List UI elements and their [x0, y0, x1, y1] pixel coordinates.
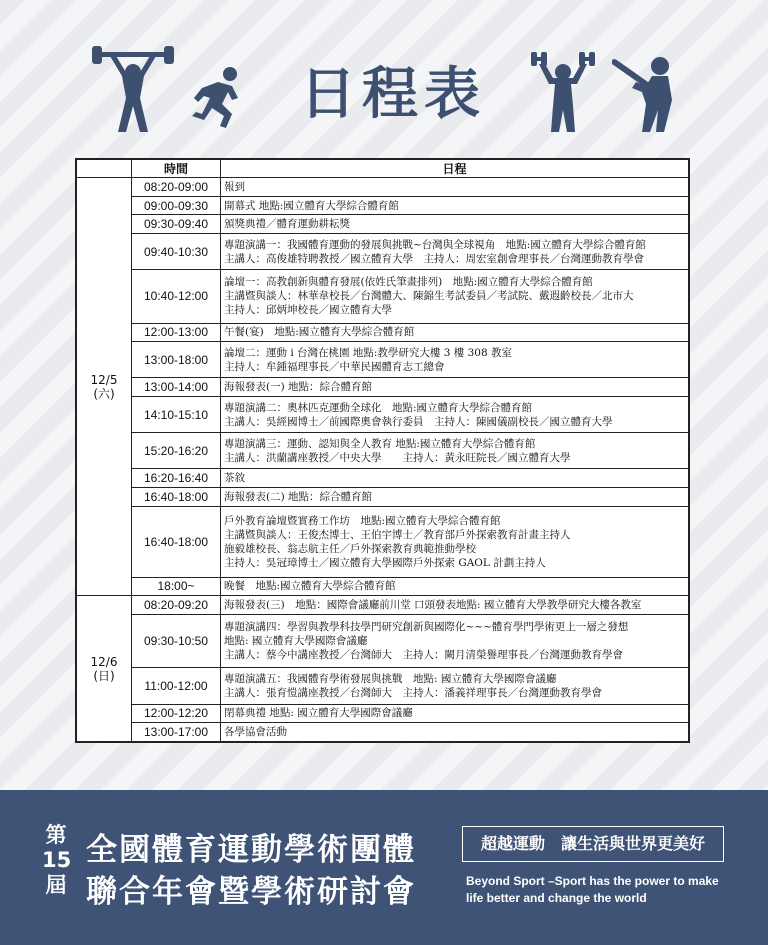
- event-line: 施毅雄校長、翁志航主任／戶外探索教育典範推動學校: [224, 542, 476, 555]
- event-cell: [221, 469, 689, 488]
- header-event: 日程: [221, 160, 689, 178]
- event-cell: [221, 668, 689, 704]
- event-line: 專題演講二：奧林匹克運動全球化 地點:國立體育大學綜合體育館: [224, 401, 533, 414]
- table-row: [77, 178, 689, 197]
- event-line: 茶敘: [224, 472, 245, 485]
- event-line: 各學協會活動: [224, 726, 287, 739]
- table-row: [77, 196, 689, 215]
- event-line: 主講暨與談人：王俊杰博士、王伯宇博士／教育部戶外探索教育計畫主持人: [224, 528, 571, 541]
- event-line: 主講人：蔡今中講座教授／台灣師大 主持人：闕月清榮譽理事長／台灣運動教育學會: [224, 649, 623, 662]
- event-line: 專題演講三：運動、認知與全人教育 地點:國立體育大學綜合體育館: [224, 437, 536, 450]
- runner-icon: [188, 66, 248, 132]
- time-cell: 09:30-09:40: [132, 215, 221, 234]
- time-cell: 12:00-13:00: [132, 323, 221, 342]
- event-line: 地點: 國立體育大學國際會議廳: [224, 635, 368, 648]
- table-row: [77, 323, 689, 342]
- table-row: [77, 342, 689, 378]
- batter-icon: [612, 52, 678, 134]
- conference-title-line2: 聯合年會暨學術研討會: [86, 874, 416, 910]
- event-cell: [221, 596, 689, 615]
- date-cell-day2: 12/6 (日): [77, 596, 132, 742]
- table-row: [77, 614, 689, 668]
- event-line: 專題演講五：我國體育學術發展與挑戰 地點: 國立體育大學國際會議廳: [224, 672, 557, 685]
- event-cell: [221, 234, 689, 270]
- table-header-row: [77, 160, 689, 178]
- dumbbell-lifter-icon: [531, 50, 595, 134]
- table-row: [77, 469, 689, 488]
- event-line: 主持人：邱炳坤校長／國立體育大學: [224, 304, 392, 317]
- time-cell: 15:20-16:20: [132, 433, 221, 469]
- event-line: 主講人：洪蘭講座教授／中央大學 主持人：黃永旺院長／國立體育大學: [224, 451, 571, 464]
- event-line: 海報發表(二) 地點：綜合體育館: [224, 490, 373, 503]
- event-line: 戶外教育論壇暨實務工作坊 地點:國立體育大學綜合體育館: [224, 514, 501, 527]
- table-row: [77, 487, 689, 506]
- event-cell: [221, 704, 689, 723]
- time-cell: 13:00-17:00: [132, 723, 221, 742]
- event-cell: [221, 506, 689, 577]
- table-row: [77, 433, 689, 469]
- event-cell: [221, 378, 689, 397]
- time-cell: 16:40-18:00: [132, 506, 221, 577]
- table-row: [77, 704, 689, 723]
- event-line: 海報發表(三) 地點：國際會議廳前川堂 口頭發表地點: 國立體育大學教學研究大樓各教室: [224, 599, 642, 612]
- time-cell: 10:40-12:00: [132, 270, 221, 324]
- page-header: [0, 0, 768, 150]
- event-line: 主持人：吳冠璋博士／國立體育大學國際戶外探索 GAOL 計劃主持人: [224, 556, 546, 569]
- event-cell: [221, 723, 689, 742]
- time-cell: 09:40-10:30: [132, 234, 221, 270]
- table-row: [77, 577, 689, 596]
- header-date-cell: [77, 160, 132, 178]
- date-cell-day1: 12/5 (六): [77, 178, 132, 596]
- event-line: 主講人：吳經國博士／前國際奧會執行委員 主持人：陳國儀副校長／國立體育大學: [224, 415, 613, 428]
- event-cell: [221, 397, 689, 433]
- time-cell: 14:10-15:10: [132, 397, 221, 433]
- event-cell: [221, 323, 689, 342]
- event-line: 開幕式 地點:國立體育大學綜合體育館: [224, 199, 399, 212]
- event-line: 主講暨與談人：林華韋校長／台灣體大、陳錦生考試委員／考試院、戴遐齡校長／北市大: [224, 290, 634, 303]
- event-line: 午餐(宴) 地點:國立體育大學綜合體育館: [224, 326, 415, 339]
- event-cell: [221, 614, 689, 668]
- event-cell: [221, 215, 689, 234]
- event-cell: [221, 487, 689, 506]
- table-row: [77, 397, 689, 433]
- table-row: [77, 270, 689, 324]
- event-cell: [221, 270, 689, 324]
- table-row: [77, 506, 689, 577]
- table-row: [77, 215, 689, 234]
- time-cell: 18:00~: [132, 577, 221, 596]
- header-time: 時間: [132, 160, 221, 178]
- time-cell: 13:00-14:00: [132, 378, 221, 397]
- event-cell: [221, 342, 689, 378]
- event-line: 專題演講一：我國體育運動的發展與挑戰~台灣與全球視角 地點:國立體育大學綜合體育館: [224, 238, 646, 251]
- event-line: 主講人：張育愷講座教授／台灣師大 主持人：潘義祥理事長／台灣運動教育學會: [224, 686, 602, 699]
- time-cell: 09:30-10:50: [132, 614, 221, 668]
- schedule-table: [75, 158, 690, 743]
- event-cell: [221, 433, 689, 469]
- time-cell: 08:20-09:00: [132, 178, 221, 197]
- time-cell: 16:20-16:40: [132, 469, 221, 488]
- event-line: 頒獎典禮／體育運動耕耘獎: [224, 218, 350, 231]
- event-line: 論壇二：運動 i 台灣在桃園 地點:教學研究大樓 3 樓 308 教室: [224, 346, 512, 359]
- english-slogan: [466, 873, 719, 907]
- english-slogan-line1: Beyond Sport –Sport has the power to make: [466, 874, 719, 888]
- time-cell: 09:00-09:30: [132, 196, 221, 215]
- english-slogan-line2: life better and change the world: [466, 891, 647, 905]
- event-line: 海報發表(一) 地點：綜合體育館: [224, 381, 373, 394]
- table-row: [77, 596, 689, 615]
- time-cell: 12:00-12:20: [132, 704, 221, 723]
- page-title: 日程表: [300, 62, 486, 127]
- event-line: 閉幕典禮 地點: 國立體育大學國際會議廳: [224, 707, 413, 720]
- event-line: 報到: [224, 180, 245, 193]
- event-cell: [221, 178, 689, 197]
- conference-title-line1: 全國體育運動學術團體: [86, 832, 416, 868]
- time-cell: 16:40-18:00: [132, 487, 221, 506]
- table-row: [77, 723, 689, 742]
- time-cell: 08:20-09:20: [132, 596, 221, 615]
- event-line: 專題演講四：學習與教學科技學門研究創新與國際化~~~體育學門學術更上一層之發想: [224, 621, 629, 634]
- slogan-box: 超越運動 讓生活與世界更美好: [462, 826, 724, 862]
- table-row: [77, 234, 689, 270]
- event-line: 晚餐 地點:國立體育大學綜合體育館: [224, 580, 396, 593]
- time-cell: 13:00-18:00: [132, 342, 221, 378]
- weightlifter-icon: [92, 46, 174, 134]
- event-line: 主講人：高俊雄特聘教授／國立體育大學 主持人：周宏室創會理事長／台灣運動教育學會: [224, 252, 644, 265]
- event-cell: [221, 196, 689, 215]
- event-line: 論壇一：高教創新與體育發展(依姓氏筆畫排列) 地點:國立體育大學綜合體育館: [224, 276, 593, 289]
- table-row: [77, 378, 689, 397]
- time-cell: 11:00-12:00: [132, 668, 221, 704]
- edition-label: 第 15 屆: [42, 823, 72, 897]
- event-cell: [221, 577, 689, 596]
- event-line: 主持人：牟鍾福理事長／中華民國體育志工總會: [224, 360, 445, 373]
- table-row: [77, 668, 689, 704]
